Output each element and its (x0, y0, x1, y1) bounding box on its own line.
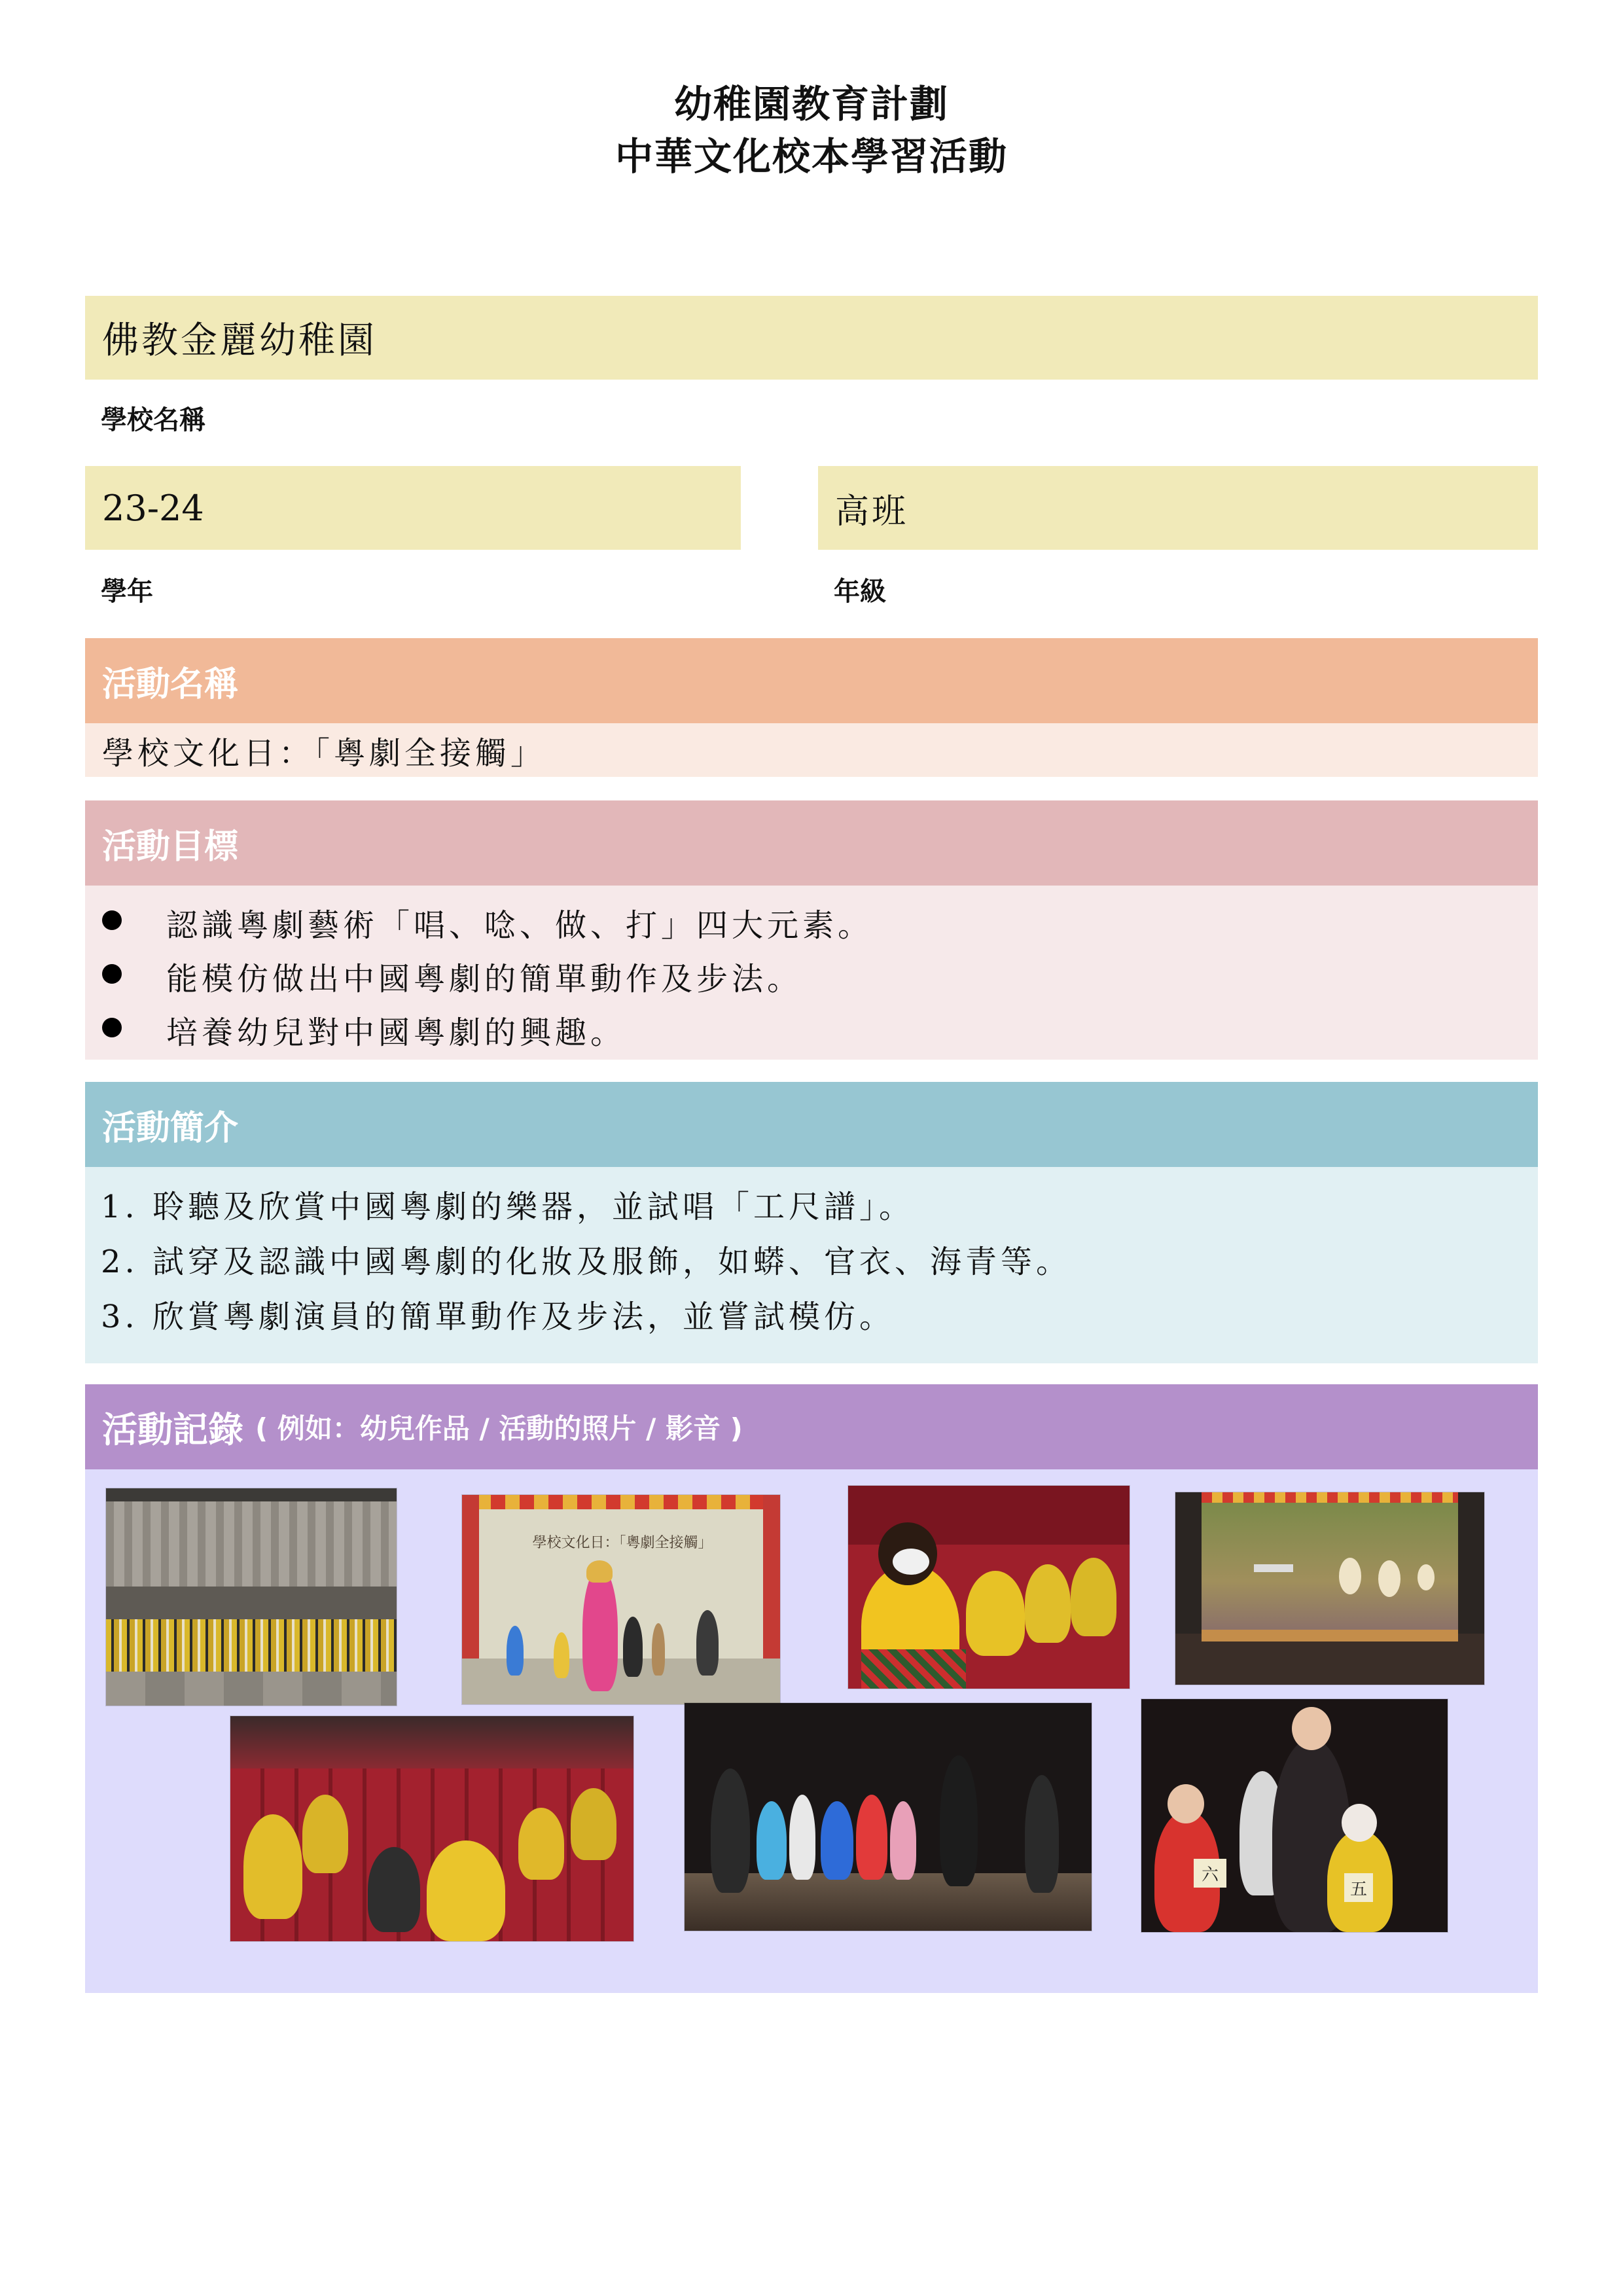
goal-item: 培養幼兒對中國粵劇的興趣。 (166, 1014, 626, 1051)
activity-name-body (85, 723, 1538, 777)
grade-field (818, 466, 1538, 550)
intro-body (85, 1167, 1538, 1363)
photo-audience-closeup (848, 1486, 1130, 1689)
photo-costume-stage (685, 1703, 1092, 1931)
grade-label: 年級 (834, 577, 886, 607)
bullet-icon (102, 1018, 122, 1037)
photo-stage-banner (462, 1495, 780, 1704)
goals-header (85, 800, 1538, 886)
goal-item: 能模仿做出中國粵劇的簡單動作及步法。 (166, 961, 803, 997)
document-subtitle: 中華文化校本學習活動 (615, 134, 1008, 179)
intro-item: 1. 聆聽及欣賞中國粵劇的樂器，並試唱「工尺譜」。 (101, 1189, 915, 1225)
photo-audience-wide (230, 1716, 633, 1941)
school-name-value: 佛教金麗幼稚園 (102, 319, 377, 362)
number-card-five: 五 (1344, 1873, 1373, 1902)
school-year-value: 23-24 (102, 487, 204, 529)
goals-body (85, 886, 1538, 1060)
photo-number-cards (1141, 1699, 1448, 1932)
grade-value: 高班 (835, 492, 909, 531)
intro-header (85, 1082, 1538, 1167)
intro-heading: 活動簡介 (102, 1108, 239, 1148)
activity-name-value: 學校文化日：「粵劇全接觸」 (102, 734, 546, 772)
records-heading: 活動記錄 (102, 1408, 243, 1450)
number-card-six: 六 (1194, 1859, 1226, 1888)
intro-item: 3. 欣賞粵劇演員的簡單動作及步法，並嘗試模仿。 (101, 1299, 895, 1335)
bullet-icon (102, 964, 122, 984)
stage-banner-text: 學校文化日：「粵劇全接觸」 (532, 1535, 713, 1551)
photo-group-building (106, 1488, 397, 1706)
intro-item: 2. 試穿及認識中國粵劇的化妝及服飾，如蟒、官衣、海青等。 (101, 1244, 1072, 1280)
records-subheading: ( 例如：幼兒作品 / 活動的照片 / 影音 ) (255, 1412, 743, 1444)
school-name-label: 學校名稱 (101, 405, 205, 435)
school-year-label: 學年 (101, 577, 153, 607)
bullet-icon (102, 910, 122, 930)
goals-heading: 活動目標 (102, 827, 239, 867)
school-year-field (85, 466, 741, 550)
photo-stage-instruments (1175, 1492, 1484, 1685)
records-header (85, 1384, 1538, 1469)
activity-name-heading: 活動名稱 (102, 664, 239, 704)
activity-name-header (85, 638, 1538, 723)
school-name-field (85, 296, 1538, 380)
goal-item: 認識粵劇藝術「唱、唸、做、打」四大元素。 (166, 907, 874, 944)
document-title: 幼稚園教育計劃 (673, 82, 949, 126)
